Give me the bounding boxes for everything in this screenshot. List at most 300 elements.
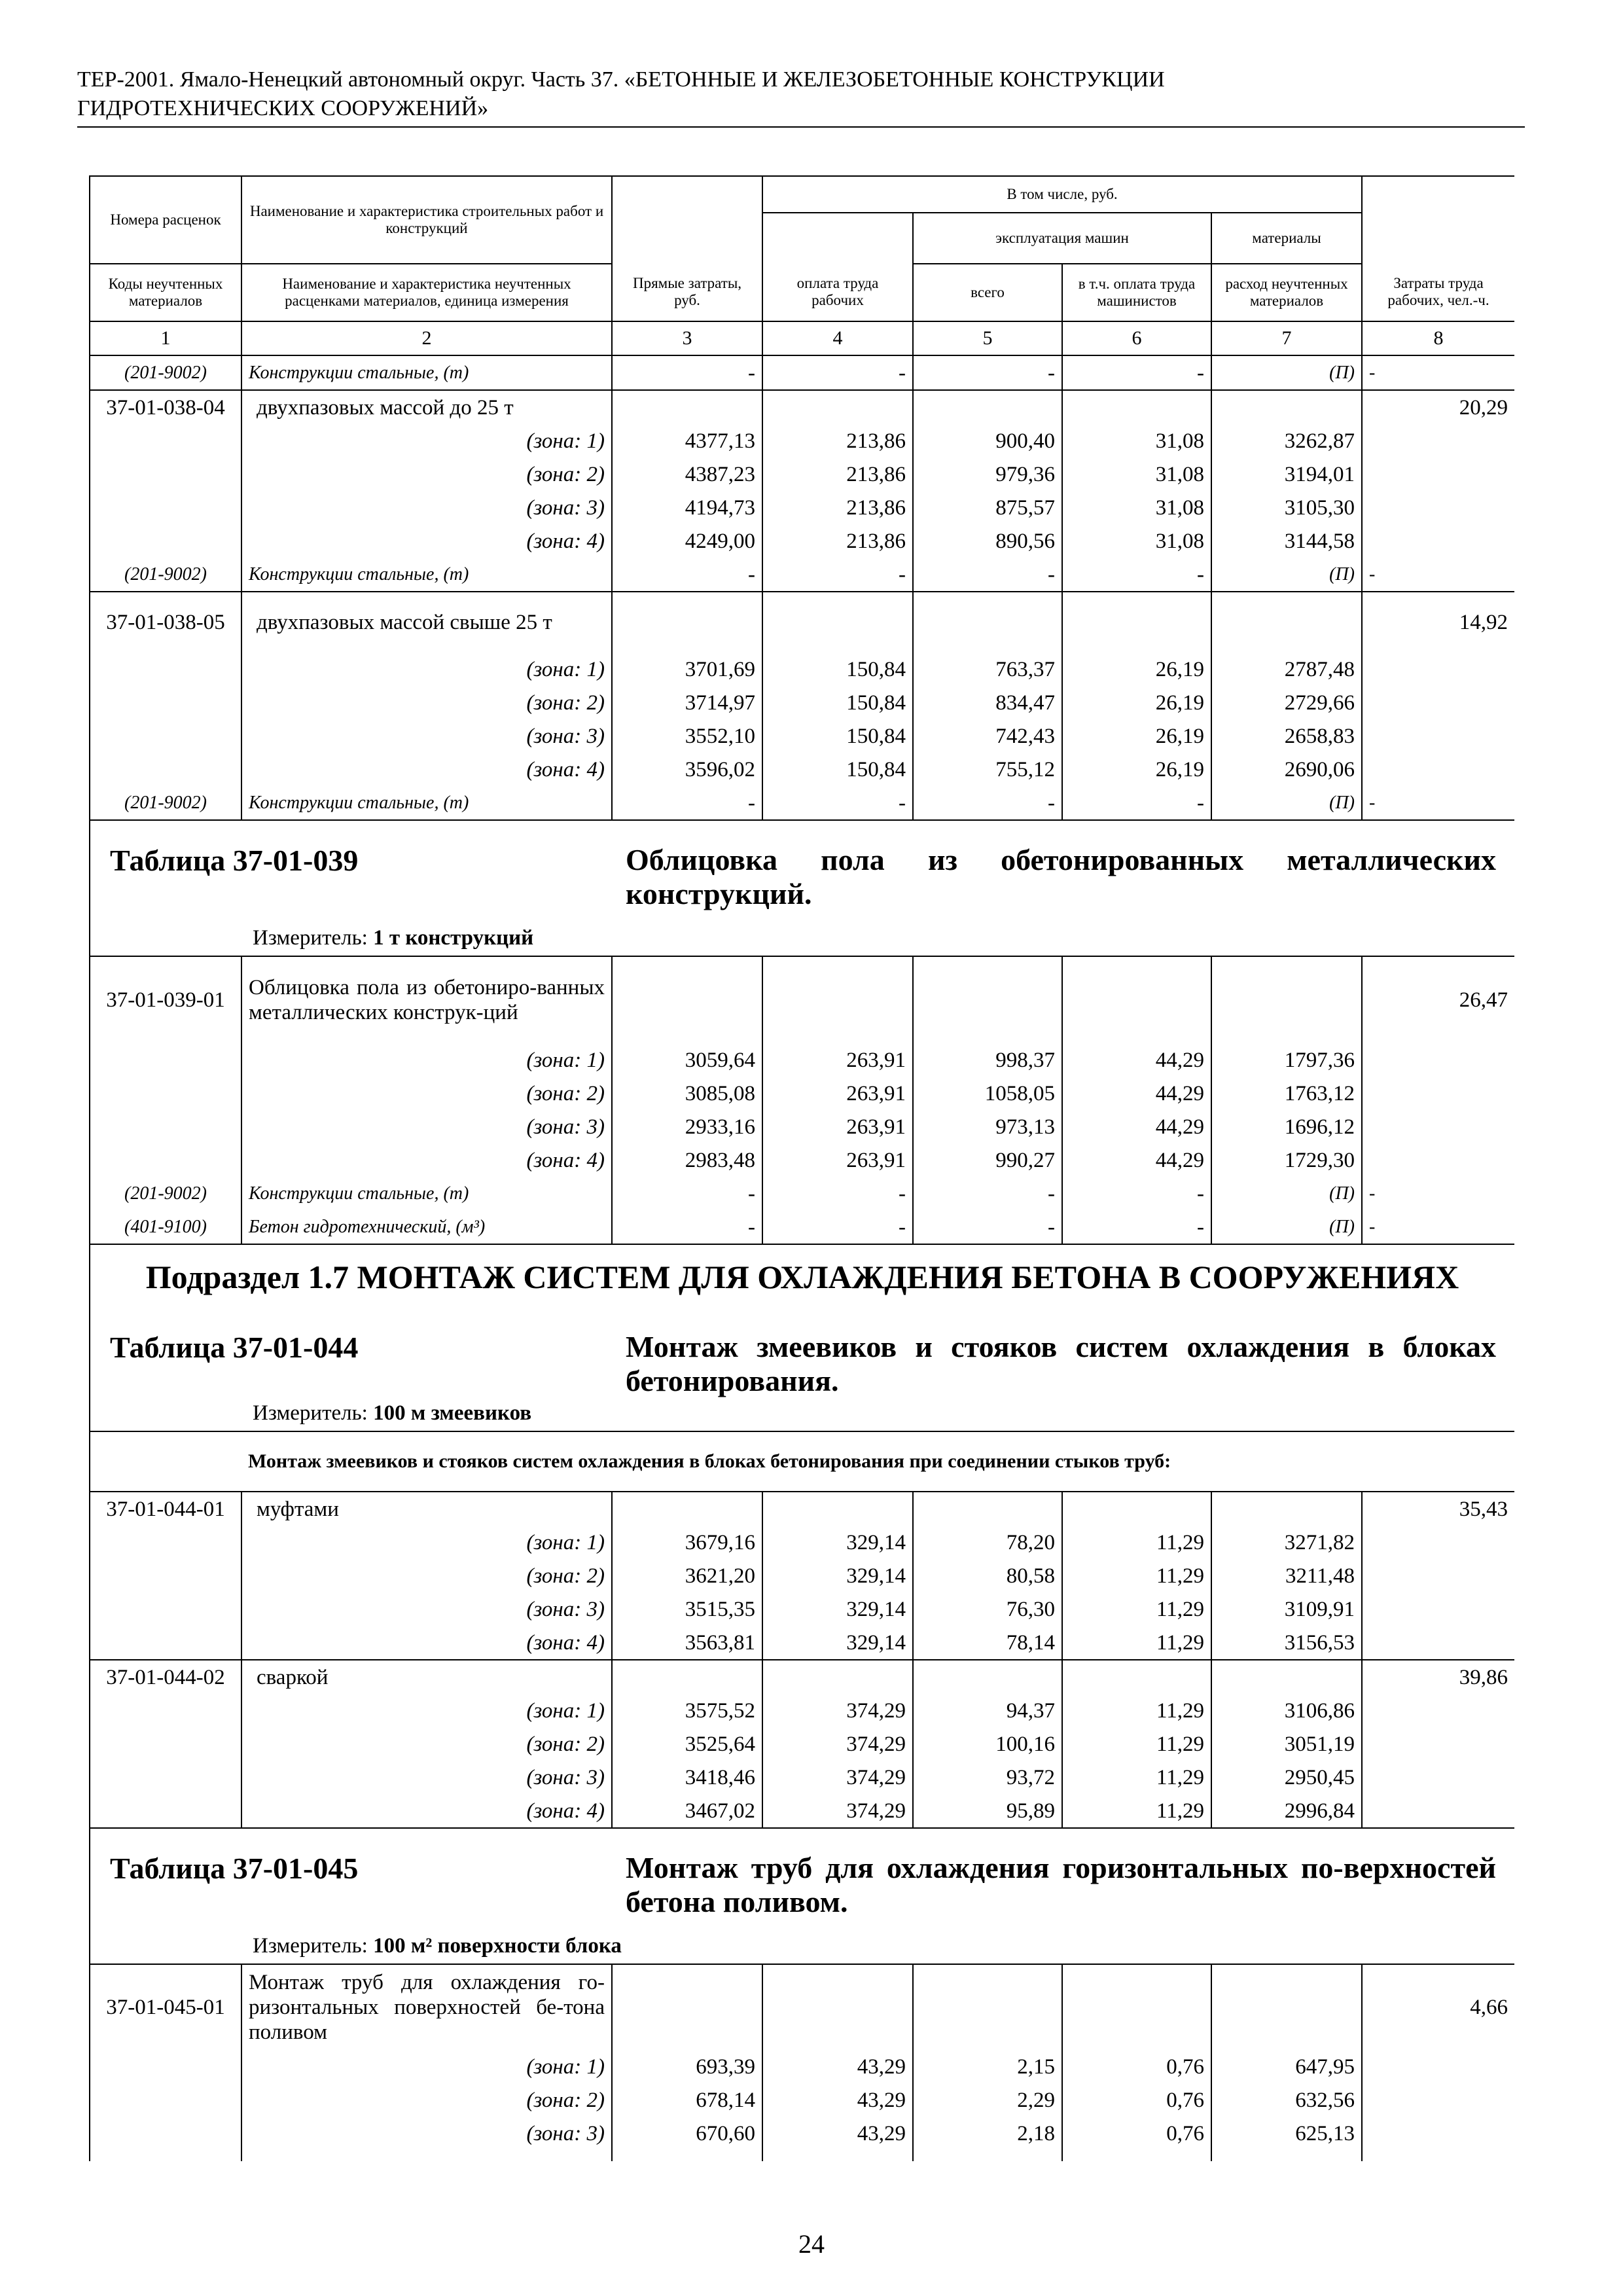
table-cell: - xyxy=(1362,558,1514,592)
empty-cell xyxy=(90,1794,241,1828)
col2-bottom: Наименование и характеристика неучтенных расценками материалов, единица измерения xyxy=(241,264,612,321)
empty-cell xyxy=(90,653,241,686)
empty-cell xyxy=(1362,753,1514,786)
rate-name: Облицовка пола из обетониро-ванных металлических конструк-ций xyxy=(241,956,612,1043)
material-code: (201-9002) xyxy=(90,355,241,390)
table-cell: 0,76 xyxy=(1062,2117,1211,2150)
table-cell: 263,91 xyxy=(762,1110,913,1143)
table-cell: 100 м змеевиков xyxy=(373,1401,532,1425)
rate-code: 37-01-038-05 xyxy=(90,592,241,653)
table-cell: 100,16 xyxy=(913,1727,1062,1761)
rate-row xyxy=(90,390,1514,424)
table-cell: 1058,05 xyxy=(913,1077,1062,1110)
table-cell: 973,13 xyxy=(913,1110,1062,1143)
table-cell: 3262,87 xyxy=(1211,424,1362,457)
rate-code: 37-01-044-02 xyxy=(90,1660,241,1694)
colnum-4: 4 xyxy=(762,321,913,355)
table-number: Таблица 37-01-045 xyxy=(110,1852,359,1885)
empty-cell xyxy=(90,1077,241,1110)
empty-cell xyxy=(90,1244,1514,1431)
table-cell: 213,86 xyxy=(762,457,913,491)
table-cell: 4387,23 xyxy=(612,457,762,491)
empty-cell xyxy=(1362,1077,1514,1110)
table-cell: - xyxy=(913,558,1062,592)
rate-name: муфтами xyxy=(241,1492,612,1526)
header-rule xyxy=(77,126,1525,128)
header-row-1 xyxy=(90,176,1514,213)
table-cell: 213,86 xyxy=(762,491,913,524)
empty-cell xyxy=(90,1694,241,1727)
table-cell: 3515,35 xyxy=(612,1592,762,1626)
dash-cell: - xyxy=(913,355,1062,390)
empty-cell xyxy=(1211,390,1362,424)
table-cell: - xyxy=(913,786,1062,820)
empty-cell xyxy=(1062,1492,1211,1526)
p-mark: (П) xyxy=(1211,786,1362,820)
table-cell: 150,84 xyxy=(762,653,913,686)
table-title-045 xyxy=(90,1828,1514,1964)
table-cell: 3418,46 xyxy=(612,1761,762,1794)
table-cell: 329,14 xyxy=(762,1559,913,1592)
table-cell: 900,40 xyxy=(913,424,1062,457)
zone-row xyxy=(90,1077,1514,1110)
empty-cell xyxy=(1362,524,1514,558)
empty-cell xyxy=(762,1964,913,2050)
empty-cell xyxy=(1062,1964,1211,2050)
table-cell: 100 м² поверхности блока xyxy=(373,1934,622,1958)
material-name: Бетон гидротехнический, (м³) xyxy=(241,1210,612,1244)
table-cell: 3563,81 xyxy=(612,1626,762,1660)
empty-cell xyxy=(762,2150,913,2161)
empty-cell xyxy=(1362,1043,1514,1077)
empty-cell xyxy=(612,592,762,653)
empty-cell xyxy=(612,1964,762,2050)
p-mark: (П) xyxy=(1211,355,1362,390)
empty-cell xyxy=(762,592,913,653)
table-cell: 1696,12 xyxy=(1211,1110,1362,1143)
zone-row xyxy=(90,1043,1514,1077)
empty-cell xyxy=(612,2150,762,2161)
empty-cell xyxy=(1362,686,1514,719)
material-name: Конструкции стальные, (т) xyxy=(241,1177,612,1210)
table-cell: (зона: 1) xyxy=(241,2050,612,2083)
unit-line xyxy=(253,1934,622,1958)
table-cell: 3105,30 xyxy=(1211,491,1362,524)
zone-row xyxy=(90,1694,1514,1727)
empty-cell xyxy=(913,956,1062,1043)
table-cell: (зона: 3) xyxy=(241,1592,612,1626)
empty-cell xyxy=(90,1592,241,1626)
table-cell: - xyxy=(762,558,913,592)
table-cell: 0,76 xyxy=(1062,2083,1211,2117)
empty-cell xyxy=(612,1660,762,1694)
col4-head: оплата труда рабочих xyxy=(762,213,913,321)
group-row xyxy=(90,1431,1514,1492)
empty-cell xyxy=(1362,1626,1514,1660)
table-cell: 31,08 xyxy=(1062,491,1211,524)
table-cell: - xyxy=(612,786,762,820)
table-cell: 2,15 xyxy=(913,2050,1062,2083)
zone-row xyxy=(90,491,1514,524)
table-cell: 1 т конструкций xyxy=(373,926,534,950)
empty-cell xyxy=(241,2150,612,2161)
material-code: (401-9100) xyxy=(90,1210,241,1244)
rate-row xyxy=(90,1964,1514,2050)
empty-cell xyxy=(913,390,1062,424)
empty-cell xyxy=(90,1143,241,1177)
table-cell: (зона: 2) xyxy=(241,457,612,491)
table-cell: 26,19 xyxy=(1062,653,1211,686)
empty-cell xyxy=(1362,1761,1514,1794)
zone-row xyxy=(90,1727,1514,1761)
col8-head: Затраты труда рабочих, чел.-ч. xyxy=(1362,176,1514,321)
table-cell: (зона: 2) xyxy=(241,1559,612,1592)
material-name: Конструкции стальные, (т) xyxy=(241,355,612,390)
table-cell: 213,86 xyxy=(762,424,913,457)
colnum-5: 5 xyxy=(913,321,1062,355)
dash-cell: - xyxy=(612,355,762,390)
table-cell: (зона: 2) xyxy=(241,686,612,719)
table-cell: 11,29 xyxy=(1062,1694,1211,1727)
table-cell: 875,57 xyxy=(913,491,1062,524)
table-cell: 374,29 xyxy=(762,1761,913,1794)
empty-cell xyxy=(1062,2150,1211,2161)
labor-cost: 26,47 xyxy=(1362,956,1514,1043)
table-cell: 1763,12 xyxy=(1211,1077,1362,1110)
table-cell: - xyxy=(913,1177,1062,1210)
zone-row xyxy=(90,2083,1514,2117)
colnum-1: 1 xyxy=(90,321,241,355)
table-cell: 374,29 xyxy=(762,1727,913,1761)
table-cell: 678,14 xyxy=(612,2083,762,2117)
table-cell: 213,86 xyxy=(762,524,913,558)
table-cell: 3714,97 xyxy=(612,686,762,719)
table-cell: 3085,08 xyxy=(612,1077,762,1110)
empty-cell xyxy=(1362,424,1514,457)
empty-cell xyxy=(90,820,1514,956)
rate-code: 37-01-039-01 xyxy=(90,956,241,1043)
zone-row xyxy=(90,524,1514,558)
col7-head: расход неучтенных материалов xyxy=(1211,264,1362,321)
table-cell: - xyxy=(1362,786,1514,820)
table-cell: 755,12 xyxy=(913,753,1062,786)
table-cell: 43,29 xyxy=(762,2050,913,2083)
table-cell: 4377,13 xyxy=(612,424,762,457)
table-cell: 329,14 xyxy=(762,1626,913,1660)
table-cell: - xyxy=(762,1210,913,1244)
p-mark: (П) xyxy=(1211,1177,1362,1210)
table-cell: (зона: 4) xyxy=(241,753,612,786)
empty-cell xyxy=(1362,719,1514,753)
table-cell: 263,91 xyxy=(762,1043,913,1077)
table-title-039 xyxy=(90,820,1514,956)
zone-row xyxy=(90,1794,1514,1828)
empty-cell xyxy=(1211,2150,1362,2161)
empty-cell xyxy=(1211,1660,1362,1694)
empty-cell xyxy=(762,1660,913,1694)
table-cell: 1729,30 xyxy=(1211,1143,1362,1177)
table-cell: 2983,48 xyxy=(612,1143,762,1177)
empty-cell xyxy=(90,424,241,457)
colnum-6: 6 xyxy=(1062,321,1211,355)
table-cell: Измеритель: xyxy=(253,926,368,950)
zone-row xyxy=(90,1626,1514,1660)
table-cell: 374,29 xyxy=(762,1794,913,1828)
empty-cell xyxy=(1362,1592,1514,1626)
col5-head: всего xyxy=(913,264,1062,321)
table-cell: 1797,36 xyxy=(1211,1043,1362,1077)
table-cell: 2996,84 xyxy=(1211,1794,1362,1828)
empty-cell xyxy=(1211,1964,1362,2050)
table-cell: 78,20 xyxy=(913,1526,1062,1559)
table-cell: 2,18 xyxy=(913,2117,1062,2150)
subsection-title: Подраздел 1.7 МОНТАЖ СИСТЕМ ДЛЯ ОХЛАЖДЕНИЯ БЕТОНА В СООРУЖЕНИЯХ xyxy=(145,1259,1459,1295)
rate-name: двухпазовых массой свыше 25 т xyxy=(241,592,612,653)
unit-line xyxy=(253,926,533,950)
rate-name: двухпазовых массой до 25 т xyxy=(241,390,612,424)
empty-cell xyxy=(1362,1694,1514,1727)
table-cell: 3059,64 xyxy=(612,1043,762,1077)
empty-cell xyxy=(1062,1660,1211,1694)
table-cell: 3156,53 xyxy=(1211,1626,1362,1660)
incl-head: В том числе, руб. xyxy=(762,176,1362,213)
table-cell: 44,29 xyxy=(1062,1110,1211,1143)
material-row xyxy=(90,786,1514,820)
table-cell: 150,84 xyxy=(762,753,913,786)
zone-row xyxy=(90,719,1514,753)
material-code: (201-9002) xyxy=(90,558,241,592)
table-cell: 93,72 xyxy=(913,1761,1062,1794)
dash-cell: - xyxy=(762,355,913,390)
rate-code: 37-01-044-01 xyxy=(90,1492,241,1526)
empty-cell xyxy=(1362,2050,1514,2083)
labor-cost: 14,92 xyxy=(1362,592,1514,653)
table-cell: 890,56 xyxy=(913,524,1062,558)
table-cell: 3144,58 xyxy=(1211,524,1362,558)
table-cell: 3575,52 xyxy=(612,1694,762,1727)
zone-row xyxy=(90,686,1514,719)
col6-head: в т.ч. оплата труда машинистов xyxy=(1062,264,1211,321)
table-cell: 44,29 xyxy=(1062,1043,1211,1077)
table-cell: 763,37 xyxy=(913,653,1062,686)
table-cell: (зона: 3) xyxy=(241,1110,612,1143)
running-header xyxy=(77,65,1524,123)
zone-row xyxy=(90,424,1514,457)
table-cell: 263,91 xyxy=(762,1077,913,1110)
table-cell: - xyxy=(1362,1210,1514,1244)
table-cell: (зона: 2) xyxy=(241,1077,612,1110)
material-row xyxy=(90,1177,1514,1210)
table-cell: 647,95 xyxy=(1211,2050,1362,2083)
rate-row xyxy=(90,592,1514,653)
table-cell: 3109,91 xyxy=(1211,1592,1362,1626)
empty-cell xyxy=(90,2150,241,2161)
zone-row xyxy=(90,653,1514,686)
table-cell: 2,29 xyxy=(913,2083,1062,2117)
material-name: Конструкции стальные, (т) xyxy=(241,558,612,592)
table-cell: (зона: 3) xyxy=(241,719,612,753)
table-cell: 3194,01 xyxy=(1211,457,1362,491)
table-cell: 374,29 xyxy=(762,1694,913,1727)
empty-cell xyxy=(1362,1110,1514,1143)
zone-row xyxy=(90,1592,1514,1626)
zone-row xyxy=(90,1761,1514,1794)
p-mark: (П) xyxy=(1211,558,1362,592)
table-cell: 11,29 xyxy=(1062,1761,1211,1794)
table-cell: 3525,64 xyxy=(612,1727,762,1761)
empty-cell xyxy=(612,390,762,424)
table-cell: 3211,48 xyxy=(1211,1559,1362,1592)
table-cell: 150,84 xyxy=(762,719,913,753)
empty-cell xyxy=(1362,1727,1514,1761)
empty-cell xyxy=(1062,390,1211,424)
table-cell: 43,29 xyxy=(762,2083,913,2117)
empty-cell xyxy=(913,1492,1062,1526)
table-cell: - xyxy=(1062,558,1211,592)
empty-cell xyxy=(1362,2117,1514,2150)
table-cell: (зона: 4) xyxy=(241,524,612,558)
empty-cell xyxy=(90,1559,241,1592)
colnum-8: 8 xyxy=(1362,321,1514,355)
rate-name: Монтаж труб для охлаждения го-ризонтальных поверхностей бе-тона поливом xyxy=(241,1964,612,2050)
table-cell: 11,29 xyxy=(1062,1592,1211,1626)
table-cell: - xyxy=(612,1177,762,1210)
empty-cell xyxy=(90,524,241,558)
empty-cell xyxy=(90,1043,241,1077)
table-cell: 263,91 xyxy=(762,1143,913,1177)
table-cell: 31,08 xyxy=(1062,524,1211,558)
zone-row xyxy=(90,1559,1514,1592)
empty-cell xyxy=(90,1828,1514,1964)
table-cell: 329,14 xyxy=(762,1592,913,1626)
empty-cell xyxy=(1062,956,1211,1043)
empty-cell xyxy=(913,1964,1062,2050)
table-cell: 11,29 xyxy=(1062,1794,1211,1828)
table-cell: 329,14 xyxy=(762,1526,913,1559)
empty-cell xyxy=(90,457,241,491)
table-cell: 2933,16 xyxy=(612,1110,762,1143)
table-cell: - xyxy=(762,786,913,820)
labor-cost: 20,29 xyxy=(1362,390,1514,424)
table-cell: (зона: 4) xyxy=(241,1626,612,1660)
machines-head: эксплуатация машин xyxy=(913,213,1211,264)
table-cell: - xyxy=(762,1177,913,1210)
table-cell: 11,29 xyxy=(1062,1526,1211,1559)
table-cell: 2787,48 xyxy=(1211,653,1362,686)
table-cell: 3271,82 xyxy=(1211,1526,1362,1559)
rate-row xyxy=(90,1492,1514,1526)
table-cell: (зона: 2) xyxy=(241,2083,612,2117)
table-cell: 44,29 xyxy=(1062,1143,1211,1177)
header-line-2: ГИДРОТЕХНИЧЕСКИХ СООРУЖЕНИЙ» xyxy=(77,96,489,120)
table-cell: 11,29 xyxy=(1062,1626,1211,1660)
table-cell: (зона: 1) xyxy=(241,424,612,457)
empty-cell xyxy=(1362,1559,1514,1592)
header-line-1: ТЕР-2001. Ямало-Ненецкий автономный округ. Часть 37. «БЕТОННЫЕ И ЖЕЛЕЗОБЕТОННЫЕ КОНСТРУКЦИИ xyxy=(77,67,1165,92)
table-cell: 78,14 xyxy=(913,1626,1062,1660)
table-cell: (зона: 4) xyxy=(241,1143,612,1177)
rate-name: сваркой xyxy=(241,1660,612,1694)
col1-top: Номера расценок xyxy=(90,176,241,264)
dash-cell: - xyxy=(1062,355,1211,390)
table-cell: 26,19 xyxy=(1062,753,1211,786)
table-name: Облицовка пола из обетонированных металлических конструкций. xyxy=(626,843,1496,910)
colnum-2: 2 xyxy=(241,321,612,355)
table-cell: (зона: 4) xyxy=(241,1794,612,1828)
zone-row xyxy=(90,457,1514,491)
table-number: Таблица 37-01-039 xyxy=(110,844,359,877)
empty-cell xyxy=(90,2083,241,2117)
labor-cost: 39,86 xyxy=(1362,1660,1514,1694)
p-mark: (П) xyxy=(1211,1210,1362,1244)
table-cell: 76,30 xyxy=(913,1592,1062,1626)
empty-cell xyxy=(1362,1143,1514,1177)
zone-row xyxy=(90,753,1514,786)
empty-cell xyxy=(1362,1526,1514,1559)
table-cell: 3106,86 xyxy=(1211,1694,1362,1727)
empty-cell xyxy=(612,1492,762,1526)
table-cell: 3552,10 xyxy=(612,719,762,753)
empty-cell xyxy=(762,956,913,1043)
table-cell: - xyxy=(612,558,762,592)
materials-head: материалы xyxy=(1211,213,1362,264)
subsection-and-table-044 xyxy=(90,1244,1514,1431)
empty-cell xyxy=(90,2050,241,2083)
empty-cell xyxy=(90,491,241,524)
table-cell: - xyxy=(913,1210,1062,1244)
table-cell: 94,37 xyxy=(913,1694,1062,1727)
empty-cell xyxy=(90,686,241,719)
material-row xyxy=(90,355,1514,390)
empty-cell xyxy=(1362,2150,1514,2161)
table-cell: (зона: 1) xyxy=(241,653,612,686)
empty-cell xyxy=(90,1431,241,1492)
table-cell: (зона: 1) xyxy=(241,1043,612,1077)
empty-cell xyxy=(1211,592,1362,653)
col3-head: Прямые затраты, руб. xyxy=(612,176,762,321)
table-cell: 4249,00 xyxy=(612,524,762,558)
colnum-3: 3 xyxy=(612,321,762,355)
table-cell: 625,13 xyxy=(1211,2117,1362,2150)
empty-cell xyxy=(1211,956,1362,1043)
empty-cell xyxy=(90,1110,241,1143)
table-cell: 742,43 xyxy=(913,719,1062,753)
rates-table-area xyxy=(89,175,1514,2161)
table-cell: 2729,66 xyxy=(1211,686,1362,719)
table-cell: 3051,19 xyxy=(1211,1727,1362,1761)
rate-code: 37-01-045-01 xyxy=(90,1964,241,2050)
table-cell: 43,29 xyxy=(762,2117,913,2150)
table-cell: 979,36 xyxy=(913,457,1062,491)
rate-row xyxy=(90,956,1514,1043)
empty-cell xyxy=(90,1626,241,1660)
table-cell: (зона: 3) xyxy=(241,491,612,524)
table-cell: 632,56 xyxy=(1211,2083,1362,2117)
colnum-7: 7 xyxy=(1211,321,1362,355)
table-cell: 150,84 xyxy=(762,686,913,719)
table-name: Монтаж труб для охлаждения горизонтальных по-верхностей бетона поливом. xyxy=(626,1851,1496,1918)
empty-cell xyxy=(90,2117,241,2150)
empty-cell xyxy=(1362,653,1514,686)
material-code: (201-9002) xyxy=(90,786,241,820)
table-cell: 26,19 xyxy=(1062,686,1211,719)
table-number: Таблица 37-01-044 xyxy=(110,1331,359,1364)
zone-row xyxy=(90,1110,1514,1143)
material-row xyxy=(90,1210,1514,1244)
table-cell: 3679,16 xyxy=(612,1526,762,1559)
table-cell: - xyxy=(1062,786,1211,820)
table-cell: (зона: 3) xyxy=(241,1761,612,1794)
